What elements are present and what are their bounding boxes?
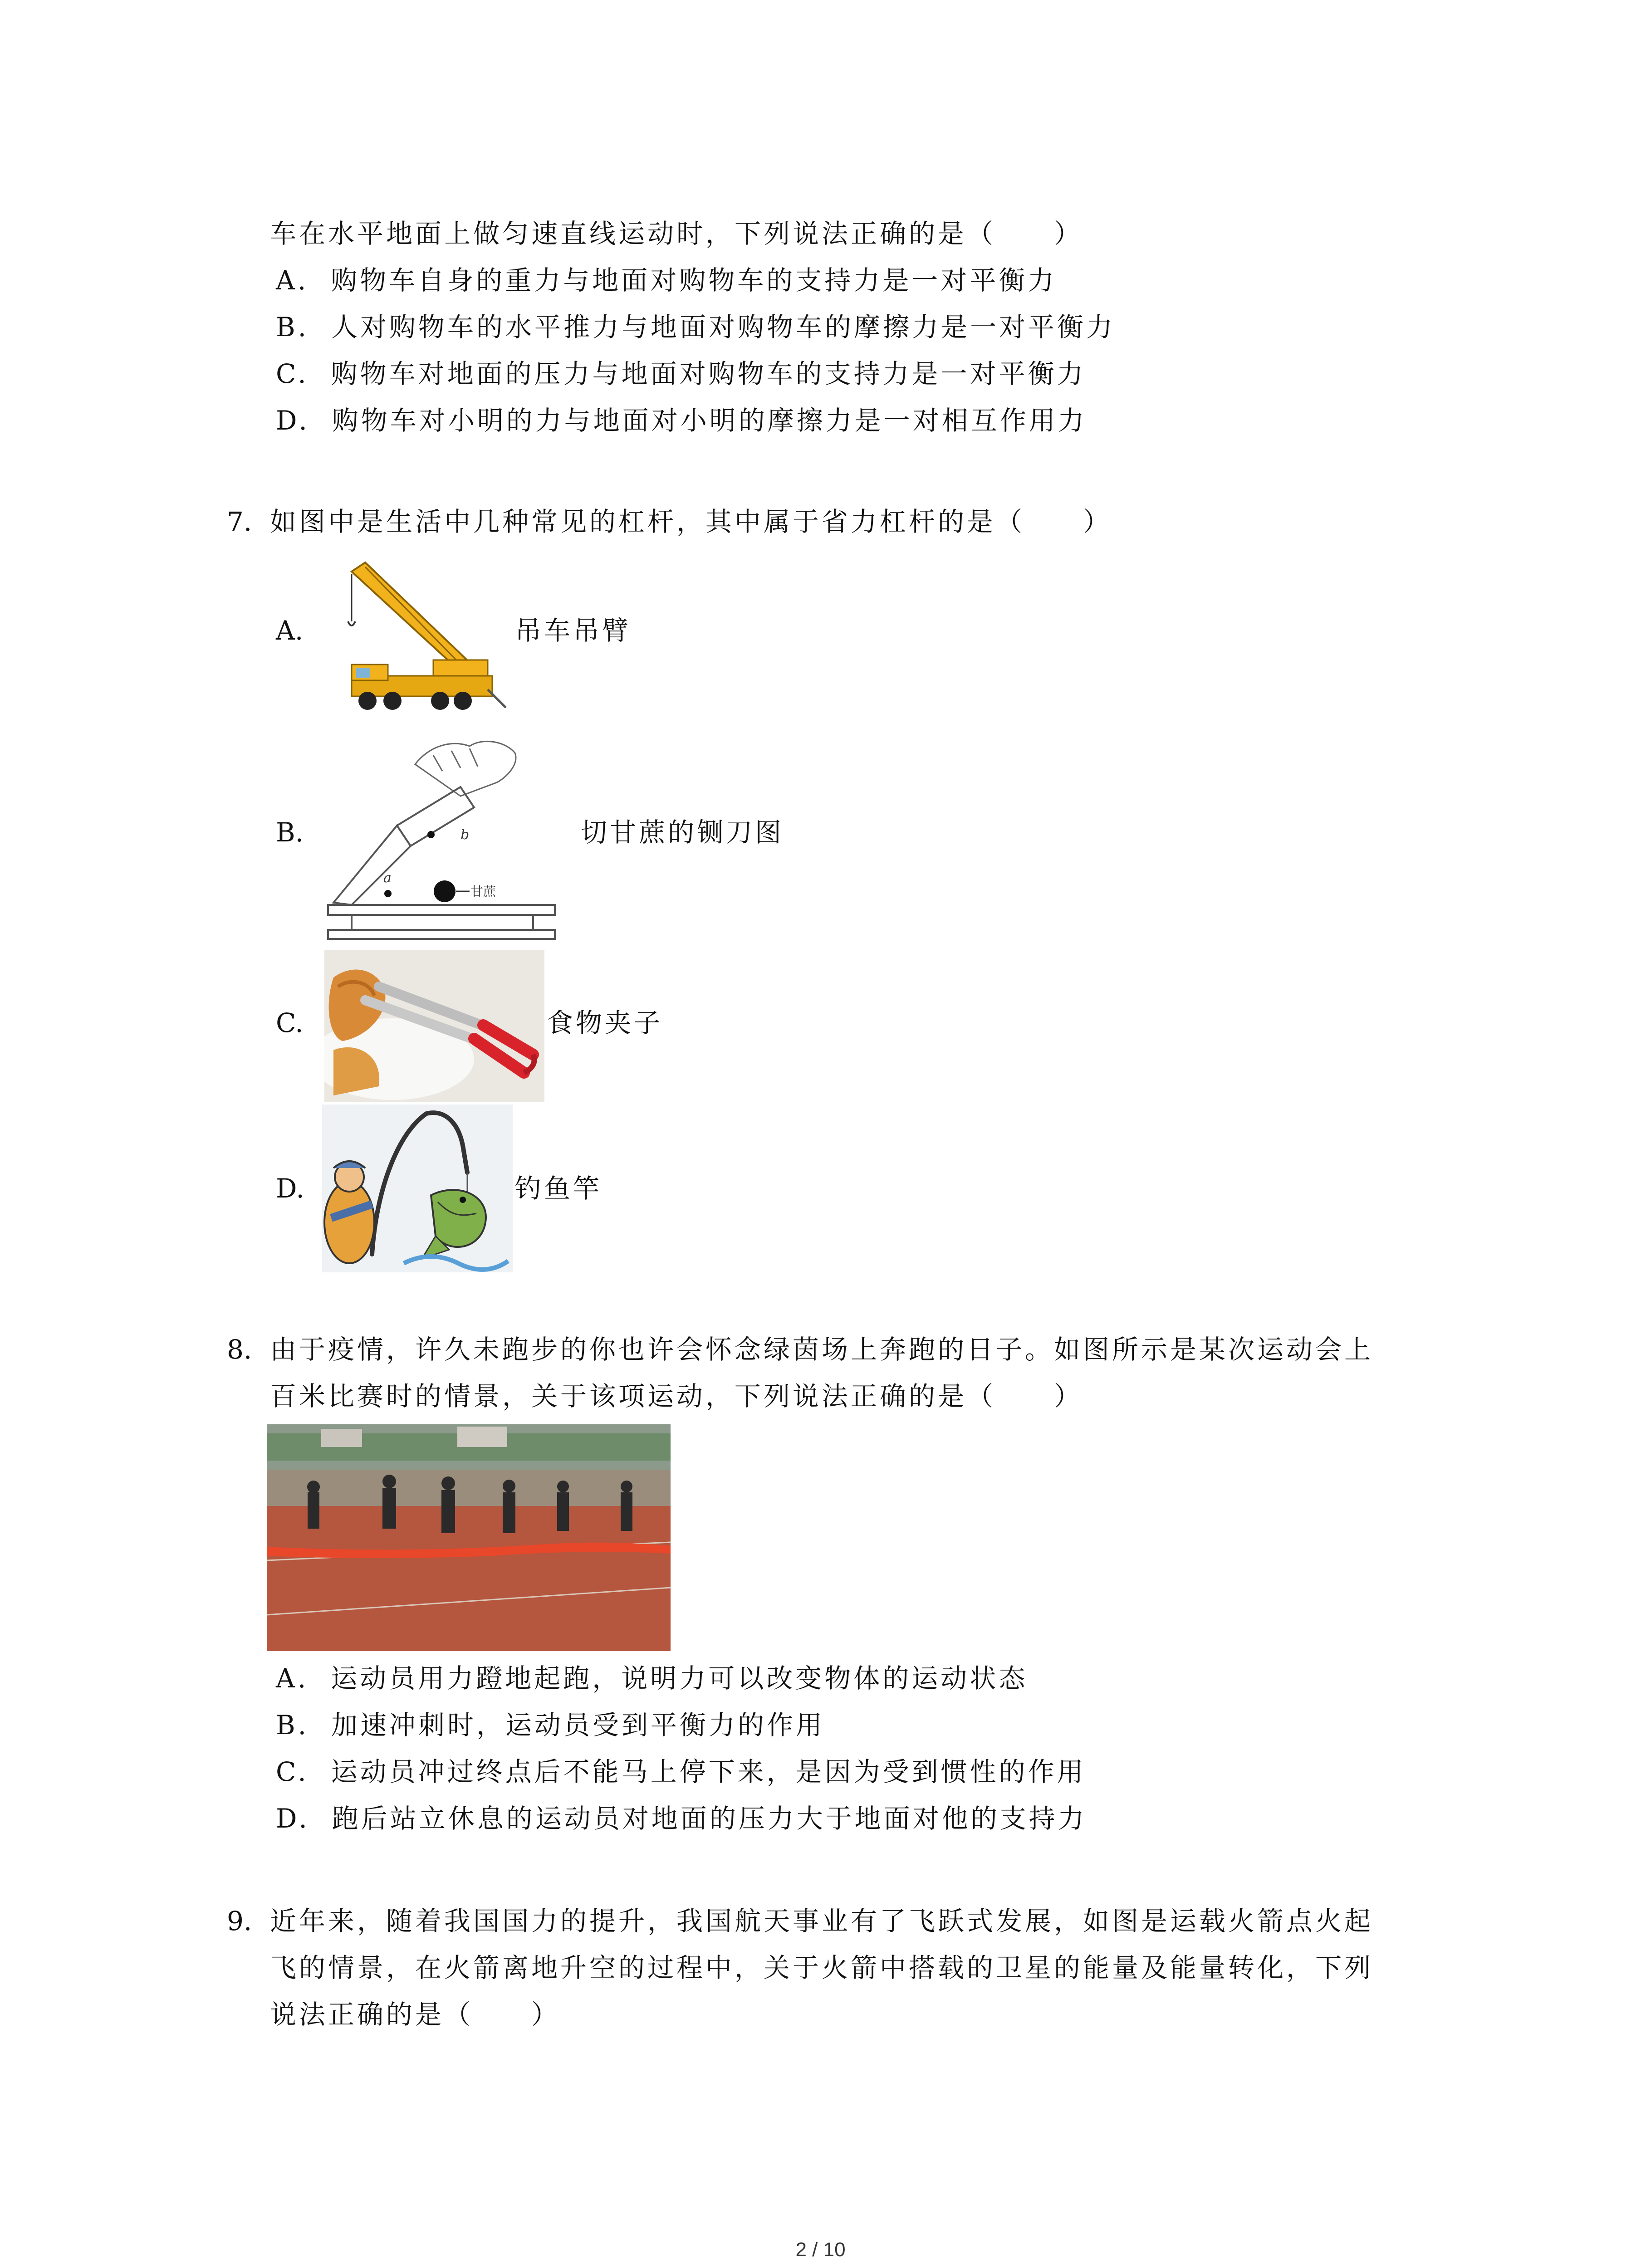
q8-option-a	[276, 1660, 1028, 1696]
q6-option-b	[276, 309, 1115, 345]
sugarcane-cutter-diagram	[324, 728, 578, 946]
q8-number: 8.	[227, 1334, 252, 1365]
q8-option-c	[276, 1754, 1086, 1790]
q6-stem-tail: 车在水平地面上做匀速直线运动时，下列说法正确的是（ ）	[270, 218, 1083, 249]
q7-stem: 如图中是生活中几种常见的杠杆，其中属于省力杠杆的是（ ）	[270, 506, 1112, 537]
food-tongs-photo	[324, 950, 544, 1102]
q7-option-a-letter: A.	[276, 615, 304, 646]
q6-option-c	[276, 356, 1086, 392]
q8-option-c-letter: C.	[276, 1756, 309, 1787]
q7-option-b-caption: 切甘蔗的铡刀图	[581, 817, 784, 848]
q7-option-a-caption: 吊车吊臂	[515, 615, 632, 646]
label-a: a	[383, 870, 392, 886]
q6-option-d-letter: D.	[276, 405, 310, 436]
crane-image	[324, 553, 515, 721]
q8-option-b	[276, 1707, 825, 1743]
q6-option-b-letter: B.	[276, 312, 309, 342]
page-number: 2 / 10	[795, 2239, 846, 2261]
q6-option-a-letter: A.	[276, 265, 309, 296]
label-b: b	[460, 827, 470, 843]
q9-stem-line1: 近年来，随着我国国力的提升，我国航天事业有了飞跃式发展，如图是运载火箭点火起	[270, 1906, 1374, 1936]
q7-option-c-caption: 食物夹子	[547, 1007, 663, 1038]
q8-stem-line2: 百米比赛时的情景，关于该项运动，下列说法正确的是（ ）	[270, 1381, 1083, 1412]
q6-option-a-text: 购物车自身的重力与地面对购物车的支持力是一对平衡力	[331, 265, 1057, 296]
q8-stem-line1: 由于疫情，许久未跑步的你也许会怀念绿茵场上奔跑的日子。如图所示是某次运动会上	[270, 1334, 1374, 1365]
q8-option-d	[276, 1800, 1087, 1837]
q9-stem-line2: 飞的情景，在火箭离地升空的过程中，关于火箭中搭载的卫星的能量及能量转化，下列	[270, 1952, 1374, 1983]
q8-option-d-letter: D.	[276, 1803, 310, 1834]
q7-option-d-letter: D.	[276, 1173, 304, 1204]
q7-number: 7.	[227, 506, 252, 537]
fishing-rod-cartoon	[322, 1105, 513, 1272]
q8-option-b-letter: B.	[276, 1710, 309, 1740]
q9-number: 9.	[227, 1906, 252, 1936]
q6-option-c-letter: C.	[276, 358, 309, 389]
q6-option-d	[276, 402, 1087, 439]
q7-option-c-letter: C.	[276, 1007, 304, 1038]
q9-stem-line3: 说法正确的是（ ）	[270, 1999, 561, 2030]
race-photo	[267, 1424, 671, 1651]
q7-option-d-caption: 钓鱼竿	[515, 1173, 603, 1204]
q6-option-a	[276, 262, 1057, 298]
q8-option-c-text: 运动员冲过终点后不能马上停下来，是因为受到惯性的作用	[331, 1756, 1086, 1787]
q6-option-c-text: 购物车对地面的压力与地面对购物车的支持力是一对平衡力	[331, 358, 1086, 389]
q6-option-b-text: 人对购物车的水平推力与地面对购物车的摩擦力是一对平衡力	[331, 312, 1115, 342]
q8-option-d-text: 跑后站立休息的运动员对地面的压力大于地面对他的支持力	[332, 1803, 1087, 1834]
q8-option-a-text: 运动员用力蹬地起跑，说明力可以改变物体的运动状态	[331, 1663, 1028, 1694]
q8-option-b-text: 加速冲刺时，运动员受到平衡力的作用	[331, 1710, 825, 1740]
label-sugarcane: 甘蔗	[470, 884, 496, 899]
q6-option-d-text: 购物车对小明的力与地面对小明的摩擦力是一对相互作用力	[332, 405, 1087, 436]
q8-option-a-letter: A.	[276, 1663, 309, 1694]
q7-option-b-letter: B.	[276, 817, 304, 848]
